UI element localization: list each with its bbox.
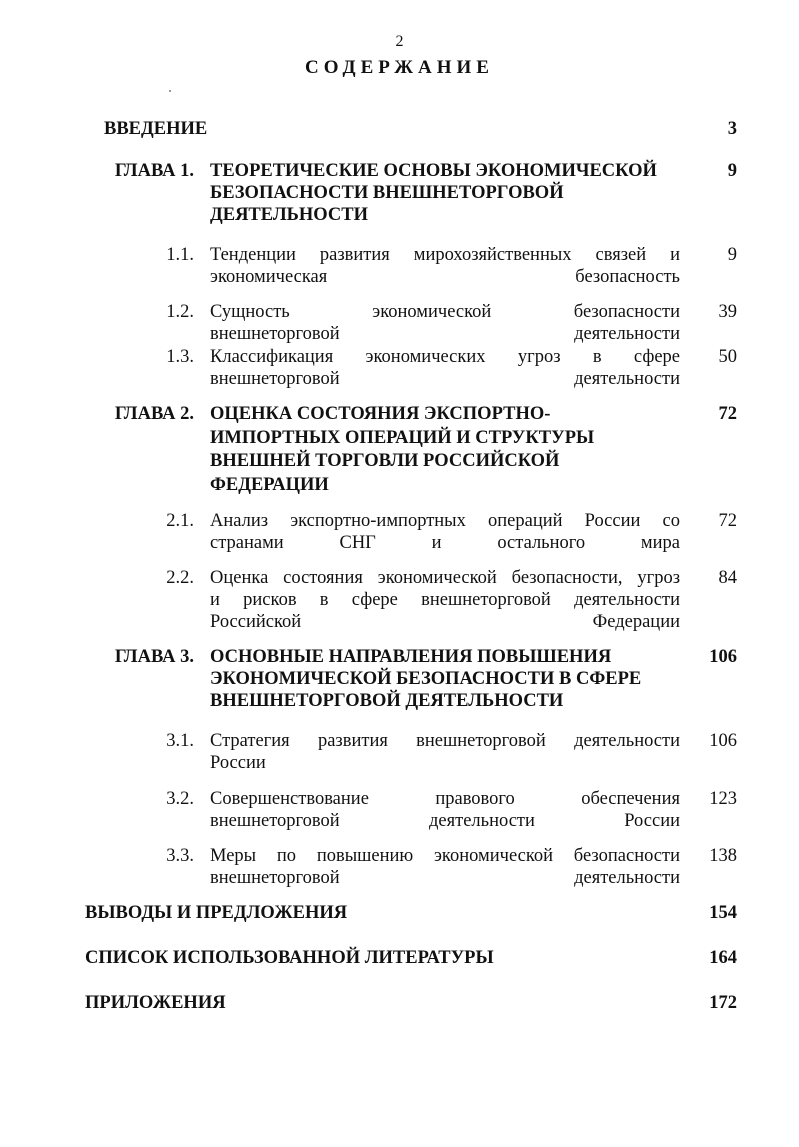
section-number: 1.3. [166,347,194,367]
section-page: 123 [709,789,737,809]
chapter-3-page: 106 [709,647,737,667]
section-number: 3.3. [166,846,194,866]
section-page: 138 [709,846,737,866]
section-title: Стратегия развития внешнеторговой деятельности России [210,731,680,773]
section-title: Меры по повышению экономической безопасности внешнеторговой деятельности [210,846,680,888]
conclusions-page: 154 [709,903,737,923]
section-page: 50 [718,347,737,367]
section-title: Анализ экспортно-импортных операций России со странами СНГ и остального мира [210,511,680,553]
chapter-1-number: ГЛАВА 1. [114,161,194,181]
section-number: 1.1. [166,245,194,265]
scan-speck [169,90,171,92]
section-number: 3.1. [166,731,194,751]
section-number: 2.1. [166,511,194,531]
chapter-1-title: ТЕОРЕТИЧЕСКИЕ ОСНОВЫ ЭКОНОМИЧЕСКОЙ БЕЗОПАСНОСТИ ВНЕШНЕТОРГОВОЙ ДЕЯТЕЛЬНОСТИ [210,161,657,225]
toc-intro-page: 3 [727,119,737,139]
conclusions-label: ВЫВОДЫ И ПРЕДЛОЖЕНИЯ [85,903,348,923]
chapter-1-page: 9 [727,161,737,181]
section-page: 9 [727,245,737,265]
section-title: Сущность экономической безопасности внешнеторговой деятельности [210,302,680,344]
references-page: 164 [709,948,737,968]
page-title: СОДЕРЖАНИЕ [305,57,494,78]
section-title: Классификация экономических угроз в сфере внешнеторговой деятельности [210,347,680,389]
section-number: 2.2. [166,568,194,588]
toc-intro-label: ВВЕДЕНИЕ [104,119,208,139]
chapter-2-title: ОЦЕНКА СОСТОЯНИЯ ЭКСПОРТНО- ИМПОРТНЫХ ОПЕРАЦИЙ И СТРУКТУРЫ ВНЕШНЕЙ ТОРГОВЛИ РОССИЙСКОЙ ФЕДЕРАЦИИ [210,404,595,495]
section-page: 84 [718,568,737,588]
section-number: 1.2. [166,302,194,322]
section-number: 3.2. [166,789,194,809]
page-number: 2 [395,33,404,50]
appendices-page: 172 [709,993,737,1013]
chapter-3-title: ОСНОВНЫЕ НАПРАВЛЕНИЯ ПОВЫШЕНИЯ ЭКОНОМИЧЕСКОЙ БЕЗОПАСНОСТИ В СФЕРЕ ВНЕШНЕТОРГОВОЙ ДЕЯТЕЛЬНОСТИ [210,647,642,711]
references-label: СПИСОК ИСПОЛЬЗОВАННОЙ ЛИТЕРАТУРЫ [85,948,494,968]
section-title: Совершенствование правового обеспечения внешнеторговой деятельности России [210,789,680,831]
appendices-label: ПРИЛОЖЕНИЯ [85,993,226,1013]
section-title: Оценка состояния экономической безопасности, угроз и рисков в сфере внешнеторговой деятельности Российской Федерации [210,568,680,632]
chapter-3-number: ГЛАВА 3. [114,647,194,667]
section-title: Тенденции развития мирохозяйственных связей и экономическая безопасность [210,245,680,287]
section-page: 39 [718,302,737,322]
chapter-2-number: ГЛАВА 2. [114,404,194,424]
chapter-2-page: 72 [718,404,737,424]
section-page: 72 [718,511,737,531]
section-page: 106 [709,731,737,751]
